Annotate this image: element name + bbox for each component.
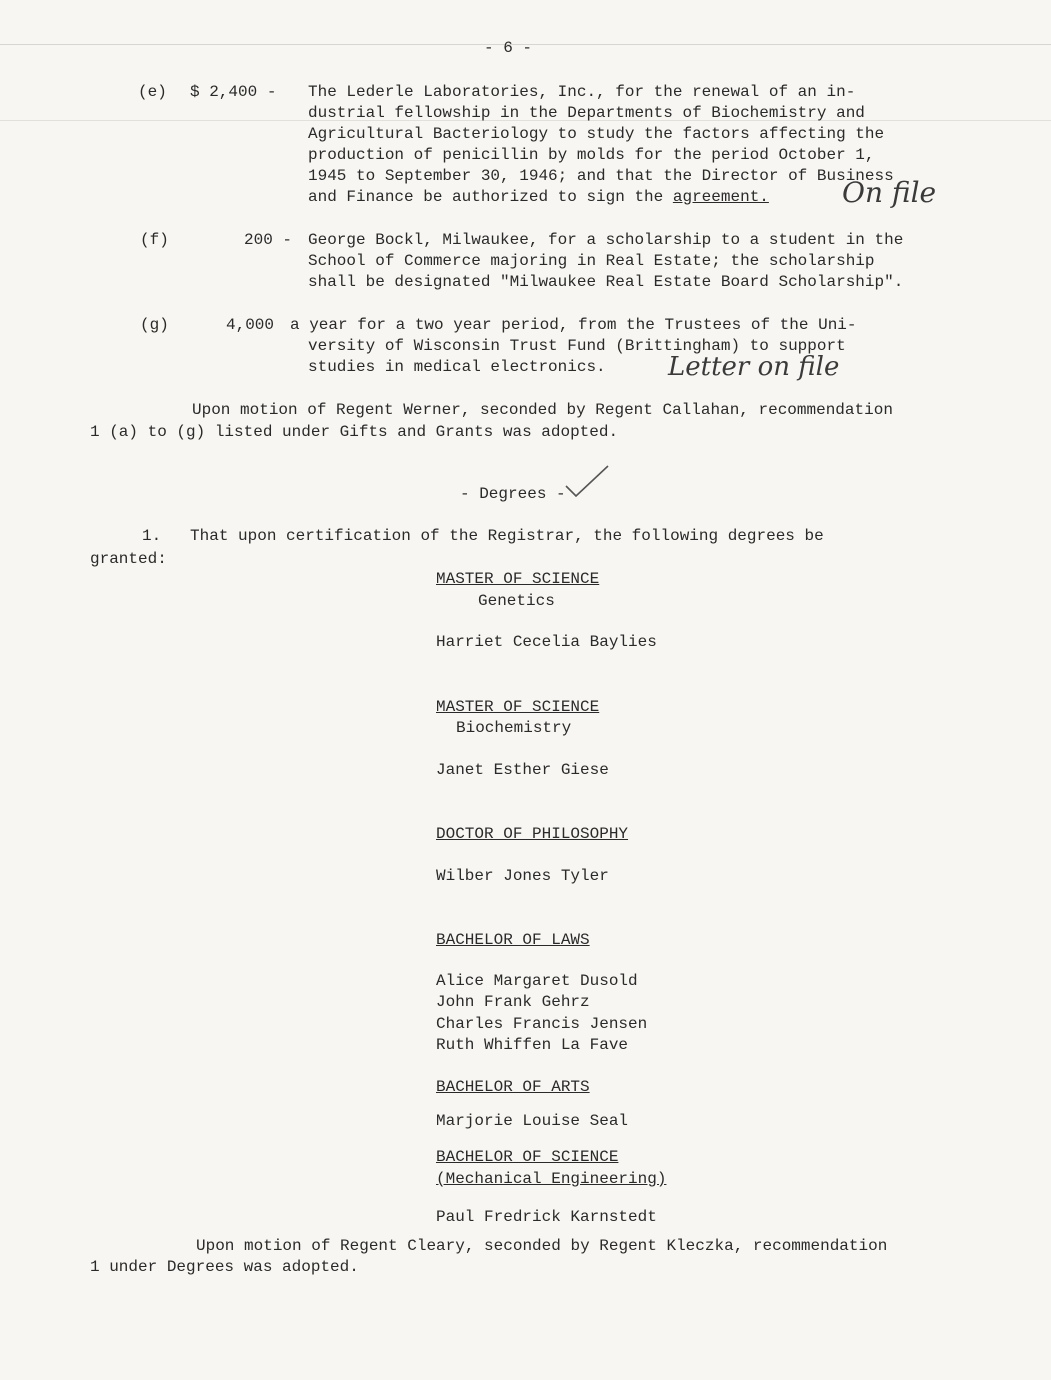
gift-e-line-2: dustrial fellowship in the Departments of Biochemistry and: [308, 104, 865, 122]
degree-llb-title: BACHELOR OF LAWS: [436, 931, 590, 949]
degree-llb-name-3: Charles Francis Jensen: [436, 1015, 648, 1033]
gift-e-amount: $ 2,400 -: [190, 83, 277, 101]
degrees-motion-line-1: Upon motion of Regent Cleary, seconded by Regent Kleczka, recommendation: [196, 1237, 888, 1255]
gift-f-line-3: shall be designated "Milwaukee Real Estate Board Scholarship".: [308, 273, 904, 291]
gift-f-label: (f): [140, 231, 169, 249]
degree-phd-name: Wilber Jones Tyler: [436, 867, 609, 885]
degree-bs-field: (Mechanical Engineering): [436, 1170, 667, 1188]
degree-ms-genetics-name: Harriet Cecelia Baylies: [436, 633, 657, 651]
gift-e-handwritten-note: On file: [842, 176, 937, 209]
degree-ms-genetics-title: MASTER OF SCIENCE: [436, 570, 600, 588]
degrees-intro-line-2: granted:: [90, 550, 167, 568]
gift-g-line-3: studies in medical electronics.: [308, 358, 606, 376]
gift-e-line-4: production of penicillin by molds for the period October 1,: [308, 146, 875, 164]
degree-ms-biochemistry-name: Janet Esther Giese: [436, 761, 609, 779]
gift-g-handwritten-note: Letter on file: [668, 352, 840, 382]
gift-f-line-2: School of Commerce majoring in Real Estate; the scholarship: [308, 252, 875, 270]
degrees-intro-line-1: 1. That upon certification of the Registrar, the following degrees be: [142, 527, 824, 545]
gifts-motion-line-2: 1 (a) to (g) listed under Gifts and Grants was adopted.: [90, 423, 619, 441]
gift-e-agreement-word: agreement.: [672, 188, 769, 206]
gift-e-line-1: The Lederle Laboratories, Inc., for the renewal of an in-: [308, 83, 856, 101]
gift-g-line-2: versity of Wisconsin Trust Fund (Brittingham) to support: [308, 337, 846, 355]
degree-llb-name-4: Ruth Whiffen La Fave: [436, 1036, 629, 1054]
degree-phd-title: DOCTOR OF PHILOSOPHY: [436, 825, 629, 843]
degrees-motion-line-2: 1 under Degrees was adopted.: [90, 1258, 359, 1276]
degree-ms-biochemistry-field: Biochemistry: [456, 719, 572, 737]
degree-ba-name: Marjorie Louise Seal: [436, 1112, 629, 1130]
degree-llb-name-2: John Frank Gehrz: [436, 993, 590, 1011]
gift-e-line-6-text: and Finance be authorized to sign the: [308, 188, 664, 206]
degrees-heading: - Degrees -: [460, 485, 566, 503]
degree-ms-biochemistry-title: MASTER OF SCIENCE: [436, 698, 600, 716]
degree-bs-name: Paul Fredrick Karnstedt: [436, 1208, 657, 1226]
gift-e-line-3: Agricultural Bacteriology to study the factors affecting the: [308, 125, 885, 143]
degree-ms-genetics-field: Genetics: [478, 592, 555, 610]
gift-g-line-1: a year for a two year period, from the Trustees of the Uni-: [290, 316, 857, 334]
gift-e-line-6: [308, 187, 769, 207]
gift-f-amount: 200 -: [244, 231, 293, 249]
gift-e-label: (e): [138, 83, 167, 101]
gift-f-line-1: George Bockl, Milwaukee, for a scholarship to a student in the: [308, 231, 904, 249]
page-number: - 6 -: [484, 39, 533, 57]
degree-bs-title: BACHELOR OF SCIENCE: [436, 1148, 619, 1166]
degree-ba-title: BACHELOR OF ARTS: [436, 1078, 590, 1096]
gift-g-label: (g): [140, 316, 169, 334]
check-mark-icon: [562, 462, 612, 502]
gift-g-amount: 4,000: [226, 316, 275, 334]
gifts-motion-line-1: Upon motion of Regent Werner, seconded by Regent Callahan, recommendation: [192, 401, 893, 419]
degree-llb-name-1: Alice Margaret Dusold: [436, 972, 638, 990]
gift-e-line-5: 1945 to September 30, 1946; and that the Director of Business: [308, 167, 894, 185]
